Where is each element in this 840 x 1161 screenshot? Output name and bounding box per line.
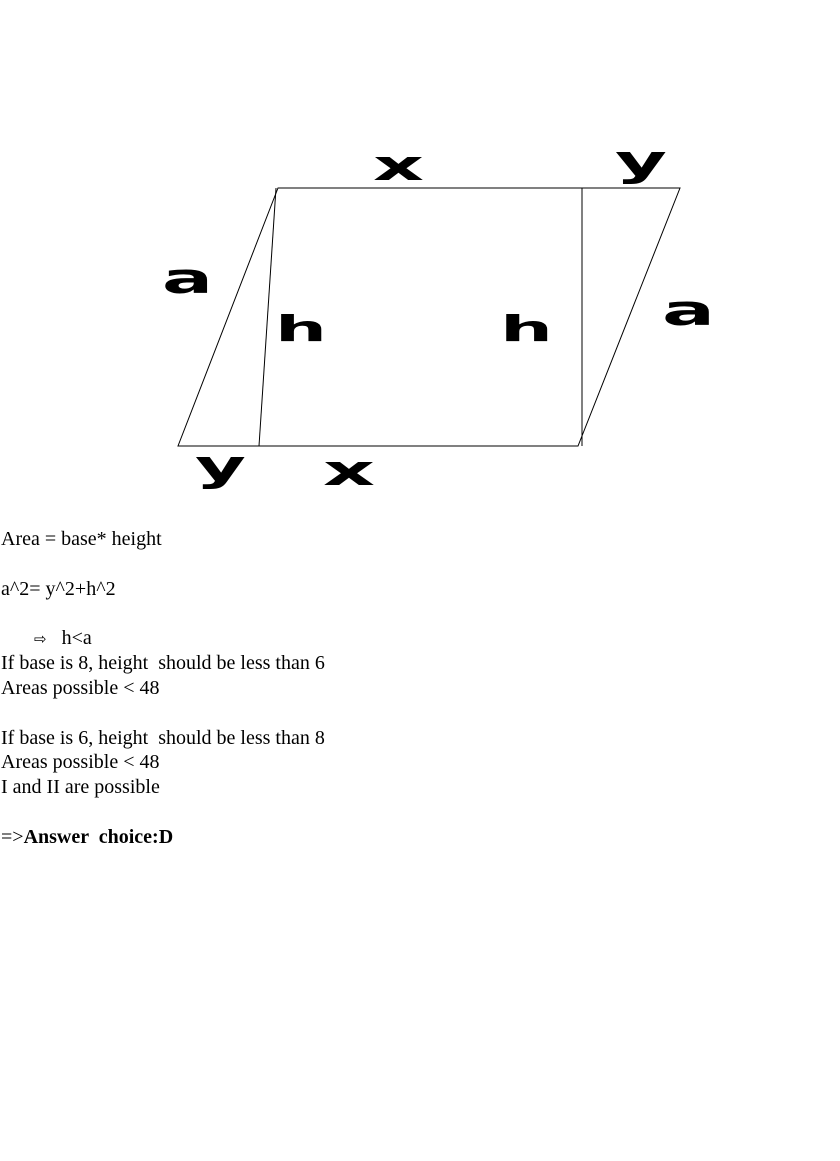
- label-top-x: x: [373, 141, 424, 190]
- case-base-8: If base is 8, height should be less than 6: [1, 652, 325, 674]
- parallelogram-diagram: [0, 0, 840, 520]
- label-left-h: h: [275, 309, 327, 350]
- pythagoras-formula: a^2= y^2+h^2: [1, 578, 116, 600]
- label-top-y: y: [615, 136, 667, 185]
- implication-line: [34, 626, 92, 651]
- answer-choice: Answer choice:D: [23, 826, 174, 848]
- label-right-a: a: [662, 286, 715, 335]
- parallelogram: [178, 188, 680, 446]
- implication-text: h<a: [61, 627, 92, 649]
- label-left-a: a: [162, 254, 213, 303]
- right-arrow-icon: ⇨: [34, 630, 47, 648]
- label-right-h: h: [500, 309, 553, 350]
- left-height-line: [259, 188, 276, 446]
- area-formula: Area = base* height: [1, 528, 162, 550]
- areas-possible-1: Areas possible < 48: [1, 677, 160, 699]
- conclusion: I and II are possible: [1, 776, 160, 798]
- areas-possible-2: Areas possible < 48: [1, 751, 160, 773]
- answer-line: [1, 825, 173, 849]
- case-base-6: If base is 6, height should be less than 8: [1, 727, 325, 749]
- label-bottom-y: y: [195, 441, 246, 490]
- answer-prefix: =>: [1, 826, 24, 848]
- label-bottom-x: x: [323, 446, 375, 495]
